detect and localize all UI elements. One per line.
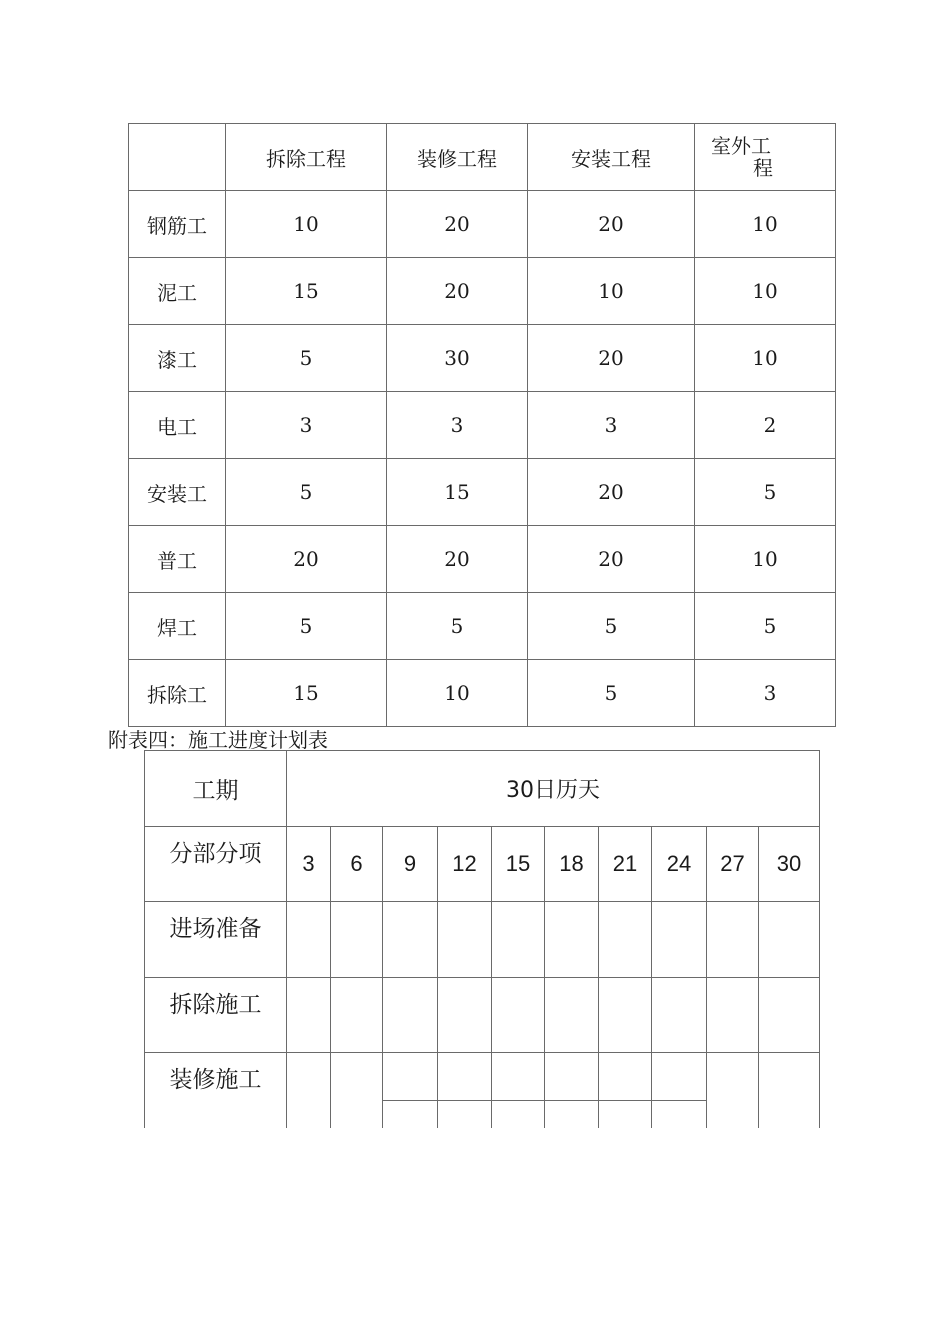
table-row xyxy=(145,902,820,978)
table-row xyxy=(129,526,836,593)
trade-name: 电工 xyxy=(129,392,226,459)
task-name: 拆除施工 xyxy=(145,978,287,1053)
day-marker: 27 xyxy=(707,827,759,902)
cell-value: 30 xyxy=(387,325,528,392)
day-marker: 6 xyxy=(331,827,383,902)
total-days-label: 30日历天 xyxy=(287,751,820,827)
schedule-subcell xyxy=(492,1053,544,1101)
header-corner-cell xyxy=(129,124,226,191)
table-row xyxy=(129,258,836,325)
schedule-subcell xyxy=(545,1053,598,1101)
cell-value: 2 xyxy=(695,392,836,459)
header-decoration: 装修工程 xyxy=(387,124,528,191)
schedule-cell xyxy=(492,902,545,978)
schedule-cell xyxy=(438,978,492,1053)
trade-name: 漆工 xyxy=(129,325,226,392)
cell-value: 15 xyxy=(387,459,528,526)
labor-allocation-table xyxy=(128,123,836,727)
cell-value: 10 xyxy=(695,325,836,392)
schedule-subcell xyxy=(599,1101,651,1128)
schedule-cell xyxy=(759,1053,820,1129)
cell-value: 5 xyxy=(528,660,695,727)
cell-value: 3 xyxy=(387,392,528,459)
table-row xyxy=(129,459,836,526)
schedule-cell xyxy=(492,978,545,1053)
day-marker: 9 xyxy=(383,827,438,902)
schedule-cell-split xyxy=(599,1053,652,1129)
schedule-subcell xyxy=(545,1101,598,1128)
cell-value: 20 xyxy=(387,258,528,325)
day-marker: 18 xyxy=(545,827,599,902)
schedule-subcell xyxy=(599,1053,651,1101)
schedule-cell xyxy=(287,902,331,978)
schedule-cell xyxy=(331,1053,383,1129)
cell-value: 10 xyxy=(695,258,836,325)
day-marker: 15 xyxy=(492,827,545,902)
schedule-cell xyxy=(287,978,331,1053)
schedule-caption: 附表四：施工进度计划表 xyxy=(108,728,328,752)
schedule-subcell xyxy=(438,1101,491,1128)
period-label: 工期 xyxy=(145,751,287,827)
cell-value: 5 xyxy=(528,593,695,660)
schedule-cell xyxy=(331,978,383,1053)
cell-value: 5 xyxy=(226,593,387,660)
task-name: 装修施工 xyxy=(145,1053,287,1129)
cell-value: 5 xyxy=(226,325,387,392)
day-marker: 3 xyxy=(287,827,331,902)
trade-name: 焊工 xyxy=(129,593,226,660)
schedule-subcell xyxy=(383,1053,437,1101)
table-row xyxy=(145,1053,820,1129)
cell-value: 20 xyxy=(528,325,695,392)
schedule-cell xyxy=(599,902,652,978)
schedule-subcell xyxy=(383,1101,437,1128)
schedule-subcell xyxy=(652,1101,706,1128)
cell-value: 10 xyxy=(695,526,836,593)
task-name: 进场准备 xyxy=(145,902,287,978)
schedule-cell xyxy=(599,978,652,1053)
schedule-cell-split xyxy=(492,1053,545,1129)
header-demolition: 拆除工程 xyxy=(226,124,387,191)
schedule-cell-split xyxy=(545,1053,599,1129)
schedule-cell xyxy=(707,902,759,978)
table-row xyxy=(129,660,836,727)
trade-name: 钢筋工 xyxy=(129,191,226,258)
construction-schedule-table xyxy=(144,750,820,1128)
cell-value: 20 xyxy=(387,526,528,593)
cell-value: 5 xyxy=(695,593,836,660)
header-outdoor xyxy=(695,124,836,191)
day-marker: 24 xyxy=(652,827,707,902)
schedule-cell-split xyxy=(652,1053,707,1129)
cell-value: 3 xyxy=(528,392,695,459)
cell-value: 15 xyxy=(226,258,387,325)
table-row xyxy=(129,325,836,392)
section-label: 分部分项 xyxy=(145,827,287,902)
schedule-cell xyxy=(652,902,707,978)
schedule-cell xyxy=(545,902,599,978)
header-installation: 安装工程 xyxy=(528,124,695,191)
cell-value: 10 xyxy=(387,660,528,727)
schedule-cell xyxy=(759,978,820,1053)
day-marker: 12 xyxy=(438,827,492,902)
schedule-cell xyxy=(707,978,759,1053)
cell-value: 5 xyxy=(695,459,836,526)
schedule-cell xyxy=(383,902,438,978)
schedule-days-row xyxy=(145,827,820,902)
cell-value: 20 xyxy=(528,526,695,593)
schedule-cell xyxy=(545,978,599,1053)
trade-name: 泥工 xyxy=(129,258,226,325)
schedule-cell-split xyxy=(383,1053,438,1129)
cell-value: 5 xyxy=(226,459,387,526)
schedule-cell xyxy=(287,1053,331,1129)
table-row xyxy=(129,191,836,258)
cell-value: 20 xyxy=(528,191,695,258)
cell-value: 3 xyxy=(226,392,387,459)
table-row xyxy=(129,392,836,459)
schedule-cell xyxy=(438,902,492,978)
table-row xyxy=(129,593,836,660)
schedule-period-row xyxy=(145,751,820,827)
schedule-cell xyxy=(707,1053,759,1129)
trade-name: 普工 xyxy=(129,526,226,593)
schedule-subcell xyxy=(492,1101,544,1128)
trade-name: 安装工 xyxy=(129,459,226,526)
cell-value: 5 xyxy=(387,593,528,660)
cell-value: 15 xyxy=(226,660,387,727)
trade-name: 拆除工 xyxy=(129,660,226,727)
schedule-cell xyxy=(652,978,707,1053)
cell-value: 20 xyxy=(387,191,528,258)
schedule-cell xyxy=(759,902,820,978)
schedule-subcell xyxy=(438,1053,491,1101)
schedule-cell xyxy=(331,902,383,978)
cell-value: 10 xyxy=(695,191,836,258)
cell-value: 20 xyxy=(528,459,695,526)
cell-value: 3 xyxy=(695,660,836,727)
table-row xyxy=(145,978,820,1053)
labor-table-header-row xyxy=(129,124,836,191)
day-marker: 30 xyxy=(759,827,820,902)
day-marker: 21 xyxy=(599,827,652,902)
schedule-cell-split xyxy=(438,1053,492,1129)
schedule-subcell xyxy=(652,1053,706,1101)
schedule-cell xyxy=(383,978,438,1053)
header-outdoor-line2: 程 xyxy=(753,156,773,180)
cell-value: 20 xyxy=(226,526,387,593)
header-outdoor-line1: 室外工 xyxy=(711,134,771,158)
cell-value: 10 xyxy=(226,191,387,258)
cell-value: 10 xyxy=(528,258,695,325)
